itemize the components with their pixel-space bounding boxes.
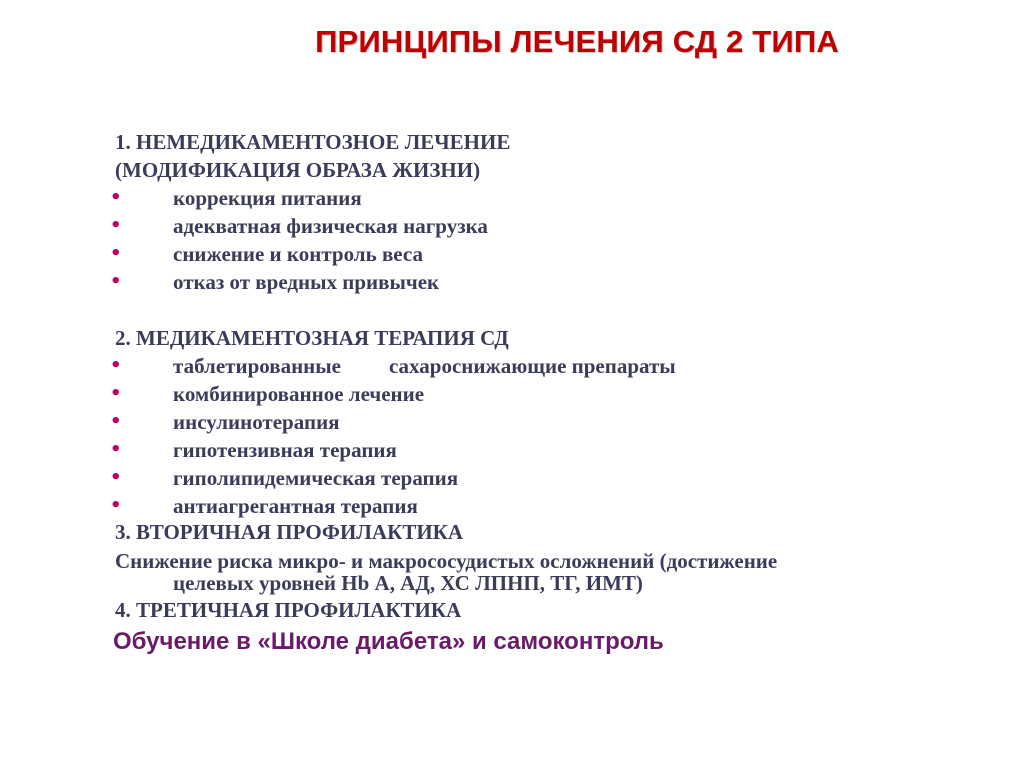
section4-text: Обучение в «Школе диабета» и самоконтроль	[113, 628, 664, 655]
section1-heading-line2: (МОДИФИКАЦИЯ ОБРАЗА ЖИЗНИ)	[115, 158, 481, 182]
section4-heading: 4. ТРЕТИЧНАЯ ПРОФИЛАКТИКА	[115, 598, 462, 622]
section3-heading: 3. ВТОРИЧНАЯ ПРОФИЛАКТИКА	[115, 520, 464, 544]
slide-title: ПРИНЦИПЫ ЛЕЧЕНИЯ СД 2 ТИПА	[315, 24, 839, 59]
list-item-text: снижение и контроль веса	[173, 242, 423, 266]
bullet-icon: •	[110, 243, 122, 264]
bullet-icon: •	[110, 439, 122, 460]
list-item-text: гипотензивная терапия	[173, 438, 397, 462]
list-item-text-part1: таблетированные	[173, 354, 341, 378]
list-item-text	[173, 354, 676, 378]
bullet-icon: •	[110, 495, 122, 516]
list-item-text: антиагрегантная терапия	[173, 494, 418, 518]
list-item-text-part2: сахароснижающие препараты	[388, 354, 676, 378]
section1-heading-line1: 1. НЕМЕДИКАМЕНТОЗНОЕ ЛЕЧЕНИЕ	[115, 130, 511, 154]
section3-text-line2: целевых уровней Hb А, АД, ХС ЛПНП, ТГ, ИМТ)	[173, 571, 643, 595]
bullet-icon: •	[110, 215, 122, 236]
list-item-text: адекватная физическая нагрузка	[173, 214, 488, 238]
list-item-text: инсулинотерапия	[173, 410, 340, 434]
list-item-text: комбинированное лечение	[173, 382, 425, 406]
bullet-icon: •	[110, 383, 122, 404]
bullet-icon: •	[110, 271, 122, 292]
bullet-icon: •	[110, 467, 122, 488]
list-item-text: коррекция питания	[173, 186, 362, 210]
bullet-icon: •	[110, 355, 122, 376]
bullet-icon: •	[110, 187, 122, 208]
section3-text-line1: Снижение риска микро- и макрососудистых осложнений (достижение	[115, 549, 778, 573]
list-item-text: отказ от вредных привычек	[173, 270, 440, 294]
section2-heading: 2. МЕДИКАМЕНТОЗНАЯ ТЕРАПИЯ СД	[115, 326, 509, 350]
list-item-text: гиполипидемическая терапия	[173, 466, 459, 490]
bullet-icon: •	[110, 411, 122, 432]
